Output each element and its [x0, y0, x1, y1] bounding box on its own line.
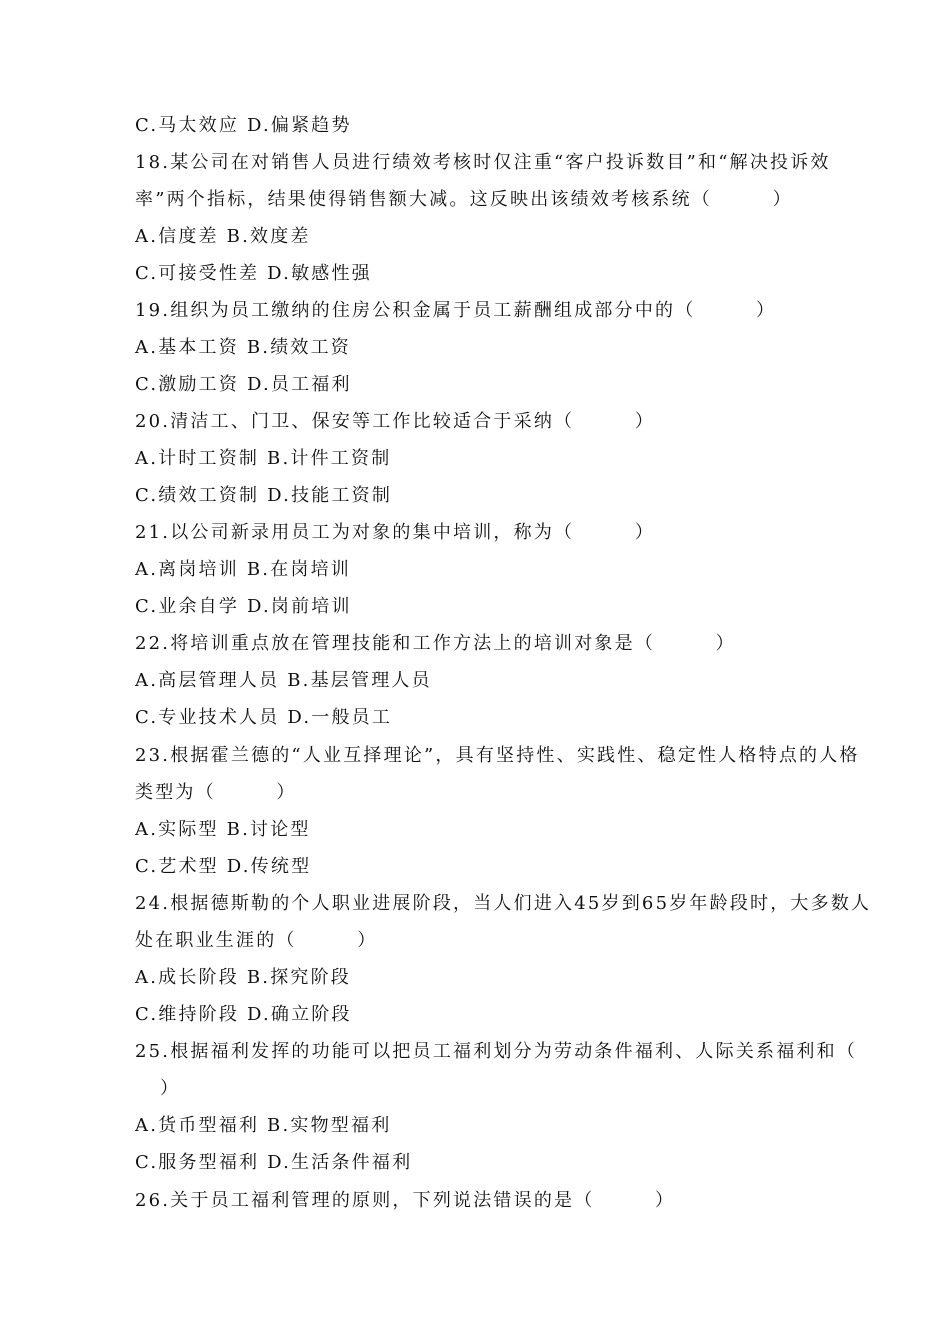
question-26: 26.关于员工福利管理的原则，下列说法错误的是（ ） — [135, 1190, 676, 1211]
question-22: 22.将培训重点放在管理技能和工作方法上的培训对象是（ ） — [135, 633, 736, 654]
option-line-17-cd: C.马太效应 D.偏紧趋势 — [135, 115, 352, 136]
option-line-20-ab: A.计时工资制 B.计件工资制 — [135, 448, 392, 469]
option-line-21-cd: C.业余自学 D.岗前培训 — [135, 596, 352, 617]
question-25-continued: ） — [160, 1078, 181, 1099]
question-20: 20.清洁工、门卫、保安等工作比较适合于采纳（ ） — [135, 411, 656, 432]
option-line-22-cd: C.专业技术人员 D.一般员工 — [135, 707, 393, 728]
option-line-24-ab: A.成长阶段 B.探究阶段 — [135, 967, 351, 988]
option-line-19-cd: C.激励工资 D.员工福利 — [135, 374, 352, 395]
option-line-22-ab: A.高层管理人员 B.基层管理人员 — [135, 670, 432, 691]
question-19: 19.组织为员工缴纳的住房公积金属于员工薪酬组成部分中的（ ） — [135, 300, 777, 321]
question-24-continued: 处在职业生涯的（ ） — [135, 930, 378, 951]
question-21: 21.以公司新录用员工为对象的集中培训，称为（ ） — [135, 522, 656, 543]
question-24: 24.根据德斯勒的个人职业进展阶段，当人们进入45岁到65岁年龄段时，大多数人 — [135, 893, 872, 914]
option-line-19-ab: A.基本工资 B.绩效工资 — [135, 337, 351, 358]
option-line-23-cd: C.艺术型 D.传统型 — [135, 856, 312, 877]
question-23: 23.根据霍兰德的“人业互择理论”，具有坚持性、实践性、稳定性人格特点的人格 — [135, 745, 860, 766]
option-line-18-ab: A.信度差 B.效度差 — [135, 226, 311, 247]
question-18: 18.某公司在对销售人员进行绩效考核时仅注重“客户投诉数目”和“解决投诉效 — [135, 152, 831, 173]
option-line-25-cd: C.服务型福利 D.生活条件福利 — [135, 1152, 413, 1173]
option-line-20-cd: C.绩效工资制 D.技能工资制 — [135, 485, 393, 506]
question-25: 25.根据福利发挥的功能可以把员工福利划分为劳动条件福利、人际关系福利和（ — [135, 1041, 858, 1062]
option-line-18-cd: C.可接受性差 D.敏感性强 — [135, 263, 372, 284]
question-23-continued: 类型为（ ） — [135, 782, 297, 803]
option-line-23-ab: A.实际型 B.讨论型 — [135, 819, 311, 840]
option-line-21-ab: A.离岗培训 B.在岗培训 — [135, 559, 351, 580]
question-18-continued: 率”两个指标，结果使得销售额大减。这反映出该绩效考核系统（ ） — [135, 189, 793, 210]
option-line-24-cd: C.维持阶段 D.确立阶段 — [135, 1004, 352, 1025]
option-line-25-ab: A.货币型福利 B.实物型福利 — [135, 1115, 392, 1136]
